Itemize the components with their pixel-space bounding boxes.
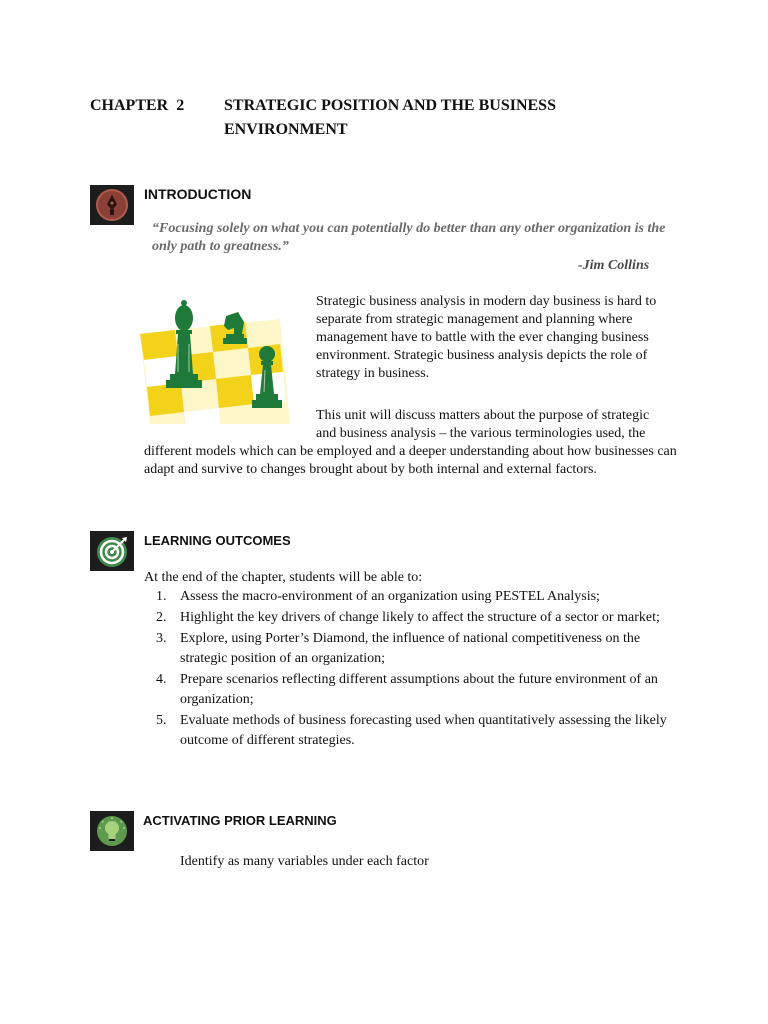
chapter-label: CHAPTER 2	[90, 97, 185, 114]
chess-pieces-illustration	[130, 294, 300, 434]
list-item-number: 5.	[156, 713, 167, 728]
pen-nib-icon	[90, 185, 134, 225]
list-item-text: Assess the macro-environment of an organization using PESTEL Analysis;	[180, 589, 600, 604]
list-item-number: 2.	[156, 610, 167, 625]
list-item-text: Explore, using Porter’s Diamond, the influence of national competitiveness on the strategic position of an organization;	[180, 631, 641, 666]
learning-outcomes-intro: At the end of the chapter, students will be able to:	[144, 570, 423, 585]
list-item-number: 1.	[156, 589, 167, 604]
list-item	[150, 608, 690, 628]
list-item	[150, 711, 690, 751]
lightbulb-icon	[90, 811, 134, 851]
list-item-text: Prepare scenarios reflecting different assumptions about the future environment of an organization;	[180, 672, 658, 707]
list-item-number: 3.	[156, 631, 167, 646]
learning-outcomes-list	[150, 587, 690, 752]
prior-learning-instruction: Identify as many variables under each factor	[180, 854, 429, 869]
introduction-heading: INTRODUCTION	[144, 186, 252, 202]
intro-paragraph-2-rest: different models which can be employed and a deeper understanding about how businesses can adapt and survive to changes brought about by both internal and external factors.	[144, 444, 677, 477]
intro-paragraph-1: Strategic business analysis in modern day business is hard to separate from strategic management and planning where management have to battle with the ever changing business environment. Strategic business analysis depicts the role of strategy in business.	[316, 294, 657, 381]
learning-outcomes-heading: LEARNING OUTCOMES	[144, 533, 291, 548]
list-item	[150, 670, 690, 710]
list-item-text: Highlight the key drivers of change likely to affect the structure of a sector or market;	[180, 610, 660, 625]
intro-paragraph-2-line-2: and business analysis – the various terminologies used, the	[316, 426, 646, 441]
list-item-text: Evaluate methods of business forecasting used when quantitatively assessing the likely outcome of different strategies.	[180, 713, 667, 748]
list-item	[150, 587, 690, 607]
quote-text: “Focusing solely on what you can potentially do better than any other organization is the only path to greatness.”	[152, 221, 666, 254]
list-item	[150, 629, 690, 669]
prior-learning-heading: ACTIVATING PRIOR LEARNING	[143, 813, 337, 828]
quote-author: -Jim Collins	[578, 258, 650, 273]
intro-paragraph-2-line-1: This unit will discuss matters about the purpose of strategic	[316, 408, 650, 423]
list-item-number: 4.	[156, 672, 167, 687]
chapter-title: STRATEGIC POSITION AND THE BUSINESS ENVIRONMENT	[224, 97, 556, 138]
target-icon	[90, 531, 134, 571]
